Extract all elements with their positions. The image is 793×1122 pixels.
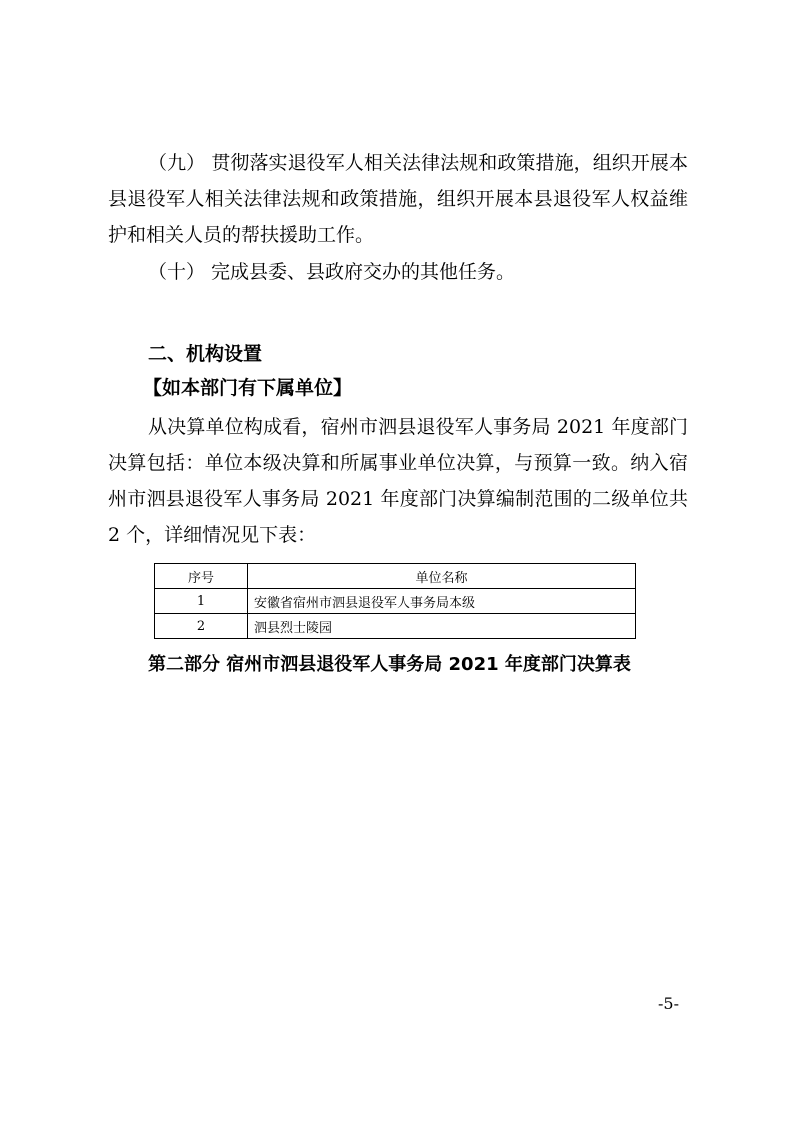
table-row bbox=[155, 614, 636, 639]
subordinate-units-table bbox=[154, 563, 636, 639]
column-header-index: 序号 bbox=[155, 564, 248, 589]
part-two-title: 第二部分 宿州市泗县退役军人事务局 2021 年度部门决算表 bbox=[148, 654, 631, 675]
table-header-row bbox=[155, 564, 636, 589]
paragraph-item-9: （九） 贯彻落实退役军人相关法律法规和政策措施，组织开展本县退役军人相关法律法规和政策措施，组织开展本县退役军人权益维护和相关人员的帮扶援助工作。 bbox=[108, 152, 688, 246]
row-index: 2 bbox=[155, 614, 248, 639]
row-unit-name: 安徽省宿州市泗县退役军人事务局本级 bbox=[248, 589, 636, 614]
subordinate-units-note: 【如本部门有下属单位】 bbox=[143, 377, 353, 399]
column-header-unit-name: 单位名称 bbox=[248, 564, 636, 589]
row-index: 1 bbox=[155, 589, 248, 614]
paragraph-item-10: （十） 完成县委、县政府交办的其他任务。 bbox=[148, 261, 516, 283]
section-heading-organization: 二、机构设置 bbox=[148, 343, 263, 365]
paragraph-scope: 从决算单位构成看，宿州市泗县退役军人事务局 2021 年度部门决算包括：单位本级决算和所属事业单位决算，与预算一致。纳入宿州市泗县退役军人事务局 2021 年度部门决算编制范围的二级单位共 2 个，详细情况见下表： bbox=[108, 416, 688, 546]
page-number: -5- bbox=[658, 994, 679, 1013]
row-unit-name: 泗县烈士陵园 bbox=[248, 614, 636, 639]
table-row bbox=[155, 589, 636, 614]
